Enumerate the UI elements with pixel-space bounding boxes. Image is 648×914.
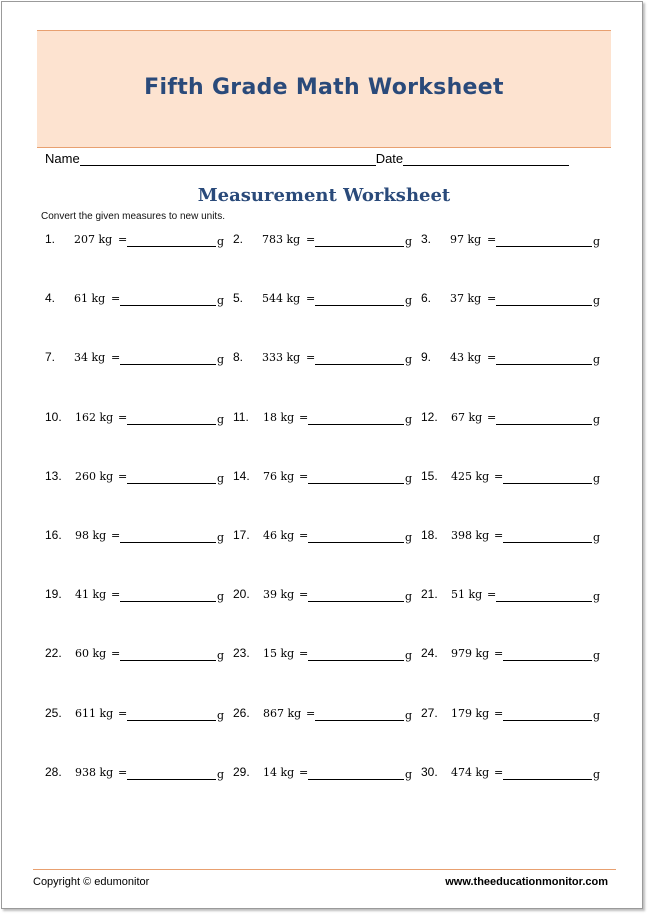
answer-blank[interactable] — [120, 601, 216, 602]
problem-value: 162 kg — [75, 410, 114, 424]
equals-sign: = — [299, 588, 309, 602]
unit-label: g — [593, 767, 601, 781]
problem-number: 8. — [233, 350, 244, 365]
answer-blank[interactable] — [308, 601, 404, 602]
problem-value: 60 kg — [75, 647, 107, 661]
equals-sign: = — [306, 706, 316, 720]
answer-blank[interactable] — [120, 364, 216, 365]
instructions: Convert the given measures to new units. — [41, 211, 225, 222]
problem-value: 37 kg — [450, 292, 482, 306]
answer-blank[interactable] — [120, 542, 216, 543]
problem-item — [421, 706, 606, 724]
problem-value: 46 kg — [263, 529, 295, 542]
problem-value: 15 kg — [263, 647, 295, 661]
equals-sign: = — [118, 233, 128, 246]
answer-blank[interactable] — [308, 779, 404, 780]
unit-label: g — [405, 531, 413, 544]
equals-sign: = — [111, 292, 121, 306]
problem-item — [233, 291, 418, 309]
problem-item — [421, 410, 606, 428]
unit-label: g — [405, 767, 413, 781]
problem-number: 21. — [421, 587, 438, 602]
problem-item — [45, 646, 230, 664]
unit-label: g — [217, 235, 225, 248]
equals-sign: = — [118, 765, 128, 779]
answer-blank[interactable] — [127, 424, 216, 425]
problem-item — [45, 232, 230, 250]
problem-value: 333 kg — [262, 351, 301, 365]
unit-label: g — [405, 353, 413, 367]
equals-sign: = — [118, 410, 128, 424]
equals-sign: = — [306, 233, 316, 246]
unit-label: g — [217, 294, 225, 308]
answer-blank[interactable] — [127, 720, 216, 721]
problem-item — [421, 765, 606, 783]
problem-number: 24. — [421, 646, 438, 661]
problem-number: 12. — [421, 409, 438, 424]
problem-item — [45, 706, 230, 724]
problem-value: 179 kg — [451, 706, 490, 720]
footer-divider — [33, 869, 616, 870]
problem-item — [233, 528, 418, 546]
problem-item — [233, 646, 418, 664]
problem-item — [233, 765, 418, 783]
problem-number: 3. — [421, 232, 432, 246]
answer-blank[interactable] — [308, 542, 404, 543]
unit-label: g — [405, 294, 413, 308]
equals-sign: = — [487, 292, 497, 306]
equals-sign: = — [118, 469, 128, 483]
equals-sign: = — [118, 706, 128, 720]
unit-label: g — [405, 649, 413, 663]
problem-value: 97 kg — [450, 233, 482, 246]
problem-number: 7. — [45, 350, 56, 365]
problem-value: 938 kg — [75, 765, 114, 779]
problem-value: 783 kg — [262, 233, 301, 246]
problem-value: 76 kg — [263, 469, 295, 483]
problem-item — [421, 469, 606, 487]
unit-label: g — [593, 235, 601, 248]
date-label: Date — [375, 151, 404, 166]
problem-value: 61 kg — [74, 292, 106, 306]
equals-sign: = — [494, 706, 504, 720]
answer-blank[interactable] — [496, 305, 592, 306]
answer-blank[interactable] — [503, 779, 592, 780]
problem-number: 15. — [421, 468, 438, 483]
problem-item — [421, 587, 606, 605]
answer-blank[interactable] — [127, 483, 216, 484]
equals-sign: = — [494, 529, 504, 542]
problem-number: 25. — [45, 705, 62, 720]
problem-value: 98 kg — [75, 529, 107, 542]
answer-blank[interactable] — [315, 720, 404, 721]
answer-blank[interactable] — [120, 660, 216, 661]
problem-value: 39 kg — [263, 588, 295, 602]
answer-blank[interactable] — [503, 483, 592, 484]
unit-label: g — [217, 353, 225, 367]
equals-sign: = — [111, 588, 121, 602]
problem-number: 28. — [45, 764, 62, 779]
problem-item — [45, 291, 230, 309]
problem-value: 14 kg — [263, 765, 295, 779]
equals-sign: = — [299, 765, 309, 779]
problem-number: 14. — [233, 468, 250, 483]
answer-blank[interactable] — [496, 601, 592, 602]
unit-label: g — [217, 649, 225, 663]
answer-blank[interactable] — [315, 364, 404, 365]
problem-item — [45, 350, 230, 368]
equals-sign: = — [299, 529, 309, 542]
problem-value: 867 kg — [263, 706, 302, 720]
problem-item — [233, 587, 418, 605]
problem-item — [421, 291, 606, 309]
unit-label: g — [593, 412, 601, 426]
equals-sign: = — [306, 292, 316, 306]
problem-number: 16. — [45, 528, 62, 542]
equals-sign: = — [299, 647, 309, 661]
problem-value: 18 kg — [263, 410, 295, 424]
problem-number: 22. — [45, 646, 62, 661]
equals-sign: = — [299, 410, 309, 424]
equals-sign: = — [111, 529, 121, 542]
unit-label: g — [405, 235, 413, 248]
problem-item — [233, 706, 418, 724]
problem-number: 1. — [45, 232, 56, 246]
answer-blank[interactable] — [315, 246, 404, 247]
section-title: Measurement Worksheet — [197, 185, 451, 206]
problem-item — [233, 469, 418, 487]
equals-sign: = — [494, 647, 504, 661]
answer-blank[interactable] — [315, 305, 404, 306]
problem-number: 9. — [421, 350, 432, 365]
equals-sign: = — [306, 351, 316, 365]
problem-value: 41 kg — [75, 588, 107, 602]
problem-number: 10. — [45, 409, 62, 424]
problem-number: 11. — [233, 409, 249, 424]
problem-value: 51 kg — [451, 588, 483, 602]
equals-sign: = — [487, 233, 497, 246]
answer-blank[interactable] — [503, 660, 592, 661]
unit-label: g — [217, 531, 225, 544]
answer-blank[interactable] — [503, 720, 592, 721]
equals-sign: = — [299, 469, 309, 483]
page-title: Fifth Grade Math Worksheet — [144, 74, 504, 100]
equals-sign: = — [494, 469, 504, 483]
problem-number: 29. — [233, 764, 250, 779]
problem-item — [45, 469, 230, 487]
problem-number: 27. — [421, 705, 438, 720]
answer-blank[interactable] — [308, 660, 404, 661]
problem-number: 5. — [233, 291, 244, 306]
problem-number: 2. — [233, 232, 244, 246]
problem-item — [421, 350, 606, 368]
unit-label: g — [217, 590, 225, 604]
unit-label: g — [593, 294, 601, 308]
unit-label: g — [593, 471, 601, 485]
problem-value: 979 kg — [451, 647, 490, 661]
problem-value: 43 kg — [450, 351, 482, 365]
equals-sign: = — [487, 588, 497, 602]
equals-sign: = — [487, 351, 497, 365]
problem-value: 67 kg — [451, 410, 483, 424]
answer-blank[interactable] — [308, 424, 404, 425]
problem-number: 18. — [421, 528, 438, 542]
answer-blank[interactable] — [308, 483, 404, 484]
problem-number: 19. — [45, 587, 62, 602]
equals-sign: = — [487, 410, 497, 424]
problem-item — [421, 232, 606, 250]
problem-item — [233, 232, 418, 250]
equals-sign: = — [111, 647, 121, 661]
equals-sign: = — [111, 351, 121, 365]
problem-value: 34 kg — [74, 351, 106, 365]
website-link[interactable]: www.theeducationmonitor.com — [445, 876, 608, 888]
unit-label: g — [405, 708, 413, 722]
answer-blank[interactable] — [496, 364, 592, 365]
unit-label: g — [217, 708, 225, 722]
unit-label: g — [593, 353, 601, 367]
unit-label: g — [593, 708, 601, 722]
problem-value: 544 kg — [262, 292, 301, 306]
problem-item — [45, 587, 230, 605]
problem-number: 6. — [421, 291, 432, 306]
answer-blank[interactable] — [127, 246, 216, 247]
problem-number: 13. — [45, 468, 62, 483]
answer-blank[interactable] — [503, 542, 592, 543]
problem-value: 474 kg — [451, 765, 490, 779]
copyright-text: Copyright © edumonitor — [33, 876, 150, 888]
unit-label: g — [593, 649, 601, 663]
name-label: Name — [45, 151, 80, 166]
problem-item — [421, 646, 606, 664]
problem-number: 17. — [233, 528, 250, 542]
problem-number: 4. — [45, 291, 56, 306]
answer-blank[interactable] — [496, 424, 592, 425]
unit-label: g — [217, 412, 225, 426]
unit-label: g — [593, 590, 601, 604]
problem-item — [421, 528, 606, 546]
problem-value: 425 kg — [451, 469, 490, 483]
problem-item — [45, 528, 230, 546]
unit-label: g — [405, 471, 413, 485]
problem-value: 398 kg — [451, 529, 490, 542]
unit-label: g — [593, 531, 601, 544]
problem-number: 20. — [233, 587, 250, 602]
problem-value: 260 kg — [75, 469, 114, 483]
equals-sign: = — [494, 765, 504, 779]
unit-label: g — [217, 767, 225, 781]
problem-value: 611 kg — [75, 706, 114, 720]
problem-number: 26. — [233, 705, 250, 720]
problem-item — [233, 350, 418, 368]
problem-item — [233, 410, 418, 428]
problem-item — [45, 410, 230, 428]
answer-blank[interactable] — [120, 305, 216, 306]
problem-value: 207 kg — [74, 233, 113, 246]
answer-blank[interactable] — [496, 246, 592, 247]
problem-number: 30. — [421, 764, 438, 779]
unit-label: g — [217, 471, 225, 485]
unit-label: g — [405, 590, 413, 604]
answer-blank[interactable] — [127, 779, 216, 780]
problem-number: 23. — [233, 646, 250, 661]
unit-label: g — [405, 412, 413, 426]
problem-item — [45, 765, 230, 783]
